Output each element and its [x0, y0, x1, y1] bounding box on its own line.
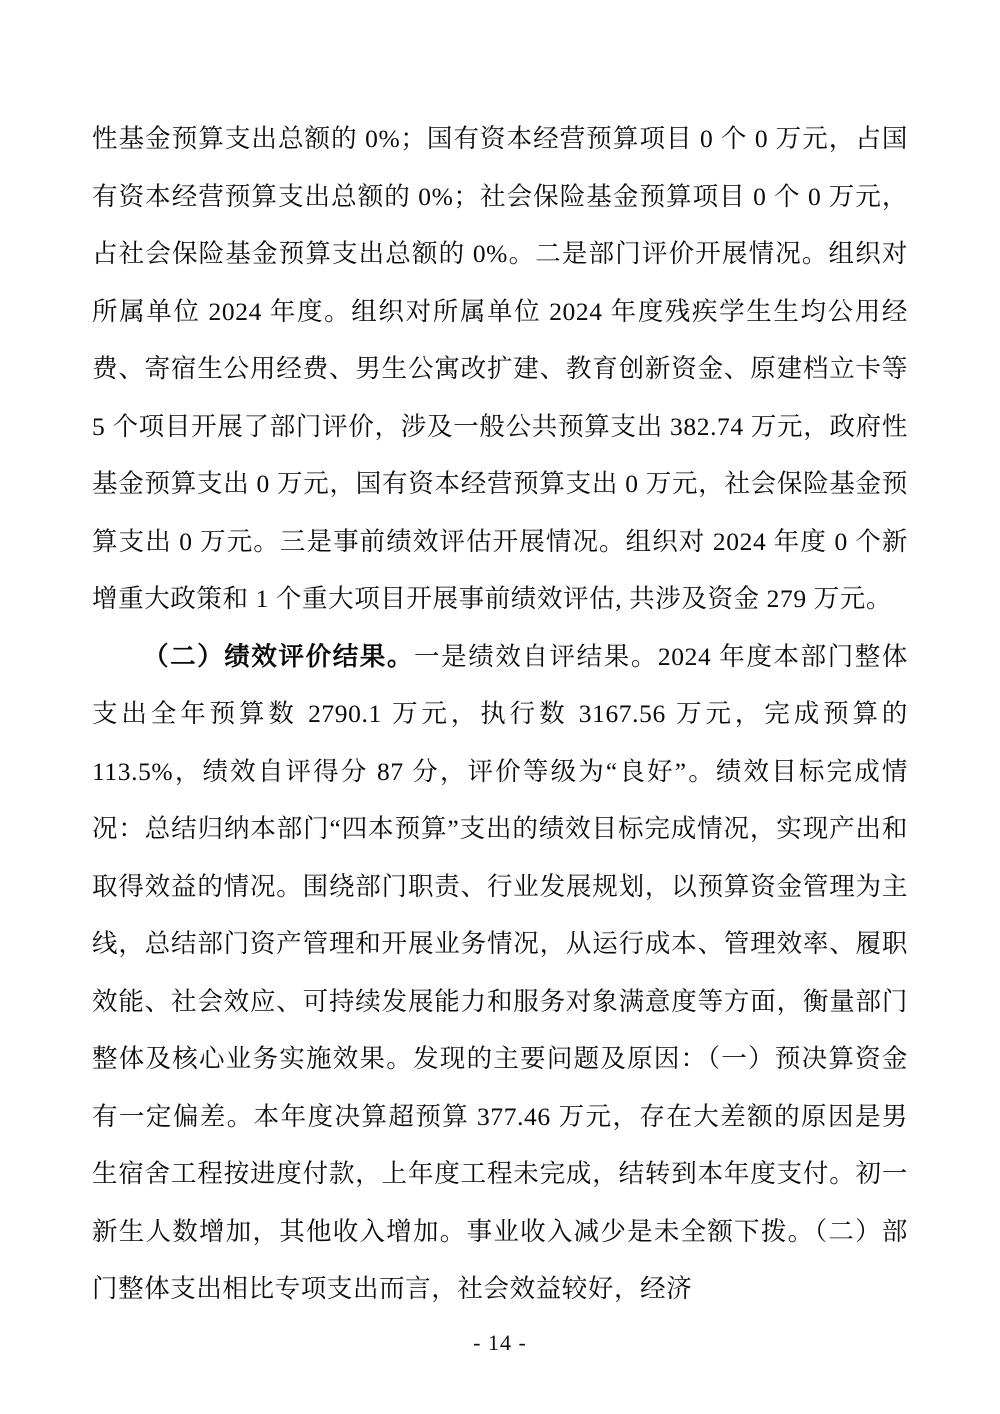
paragraph-performance-results: [92, 628, 908, 1318]
paragraph-text: 性基金预算支出总额的 0%；国有资本经营预算项目 0 个 0 万元，占国有资本经营预算支出总额的 0%；社会保险基金预算项目 0 个 0 万元，占社会保险基金预算支出总额的 0%。二是部门评价开展情况。组织对所属单位 2024 年度。组织对所属单位 2024 年度残疾学生生均公用经费、寄宿生公用经费、男生公寓改扩建、教育创新资金、原建档立卡等 5 个项目开展了部门评价，涉及一般公共预算支出 382.74 万元，政府性基金预算支出 0 万元，国有资本经营预算支出 0 万元，社会保险基金预算支出 0 万元。三是事前绩效评估开展情况。组织对 2024 年度 0 个新增重大政策和 1 个重大项目开展事前绩效评估, 共涉及资金 279 万元。: [92, 124, 908, 613]
paragraph-text: 一是绩效自评结果。2024 年度本部门整体支出全年预算数 2790.1 万元，执行数 3167.56 万元，完成预算的 113.5%，绩效自评得分 87 分，评价等级为“良好”。绩效目标完成情况：总结归纳本部门“四本预算”支出的绩效目标完成情况，实现产出和取得效益的情况。围绕部门职责、行业发展规划，以预算资金管理为主线，总结部门资产管理和开展业务情况，从运行成本、管理效率、履职效能、社会效应、可持续发展能力和服务对象满意度等方面，衡量部门整体及核心业务实施效果。发现的主要问题及原因：（一）预决算资金有一定偏差。本年度决算超预算 377.46 万元，存在大差额的原因是男生宿舍工程按进度付款，上年度工程未完成，结转到本年度支付。初一新生人数增加，其他收入增加。事业收入减少是未全额下拨。（二）部门整体支出相比专项支出而言，社会效益较好，经济: [92, 641, 908, 1303]
paragraph-heading-lead: （二）绩效评价结果。: [143, 641, 415, 671]
page-number: - 14 -: [473, 1330, 527, 1355]
paragraph-continuation: [92, 110, 908, 628]
document-body: [92, 110, 908, 1318]
